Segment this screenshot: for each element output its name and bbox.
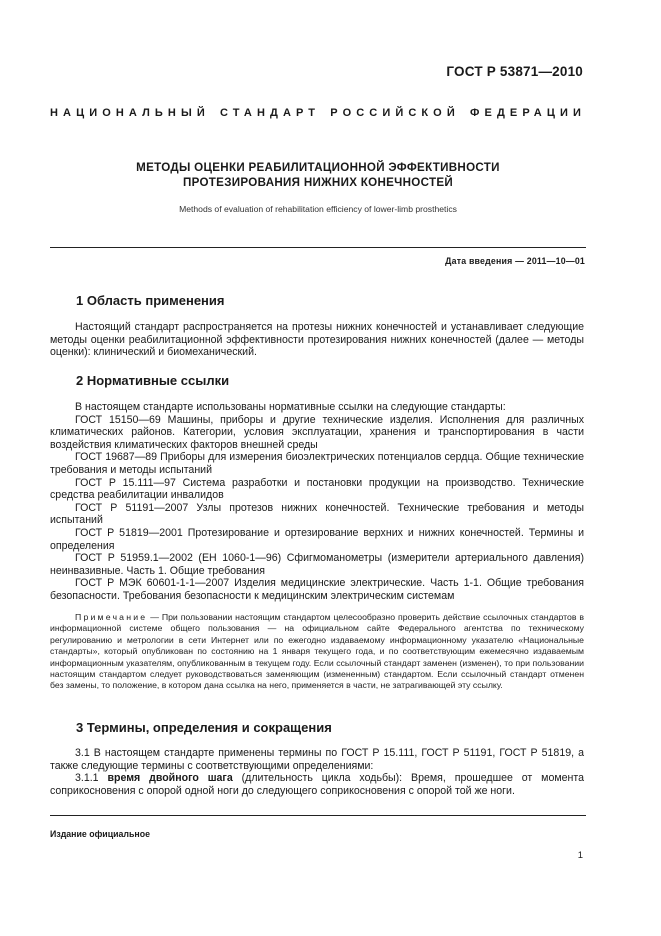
reference-item: ГОСТ 19687—89 Приборы для измерения биоэлектрических потенциалов сердца. Общие технические требования и методы испытаний [50,451,584,476]
reference-item: ГОСТ 15150—69 Машины, приборы и другие технические изделия. Исполнения для различных климатических районов. Категории, условия эксплуатации, хранения и транспортирования в части воздействия климатических факторов внешней среды [50,413,584,451]
reference-item: ГОСТ Р 15.111—97 Система разработки и постановки продукции на производство. Технические средства реабилитации инвалидов [50,476,584,502]
edition-label: Издание официальное [50,829,150,839]
reference-item: ГОСТ Р 51819—2001 Протезирование и ортезирование верхних и нижних конечностей. Термины и определения [50,526,584,552]
introduction-date: Дата введения — 2011—10—01 [445,256,585,266]
title-line: ПРОТЕЗИРОВАНИЯ НИЖНИХ КОНЕЧНОСТЕЙ [182,176,454,189]
document-number: ГОСТ Р 53871—2010 [446,64,583,79]
term-number: 3.1.1 [75,772,99,785]
banner-word: ФЕДЕРАЦИИ [470,107,586,119]
english-title: Methods of evaluation of rehabilitation efficiency of lower-limb prosthetics [179,204,457,214]
title-line: МЕТОДЫ ОЦЕНКИ РЕАБИЛИТАЦИОННОЙ ЭФФЕКТИВНОСТИ [136,161,500,174]
page-number: 1 [577,850,583,861]
standard-banner [50,107,586,119]
term-text: (длительность цикла ходьбы): Время, прошедшее от момента соприкосновения с опорой одной ноги до следующего соприкосновения с опорой той же ноги. [50,772,584,797]
section-1-heading: 1 Область применения [76,293,225,308]
references-note [50,612,584,692]
paragraph: В настоящем стандарте использованы нормативные ссылки на следующие стандарты: [75,401,506,413]
title-divider [50,247,586,248]
banner-word: НАЦИОНАЛЬНЫЙ [50,107,210,119]
reference-item: ГОСТ Р МЭК 60601-1-1—2007 Изделия медицинские электрические. Часть 1-1. Общие требования безопасности. Требования безопасности к медицинским электрическим системам [50,577,584,602]
section-3-heading: 3 Термины, определения и сокращения [76,720,332,735]
section-2-body [50,401,584,603]
note-text: — При пользовании настоящим стандартом целесообразно проверить действие ссылочных стандартов в информационной системе общего пользования — на официальном сайте Федерального агентства по техническому регулированию и метрологии в сети Интернет или по ежегодно издаваемому информационному указателю «Национальные стандарты», который опубликован по состоянию на 1 января текущего года, и по соответствующим ежемесячно издаваемым информационным указателям, опубликованным в текущем году. Если ссылочный стандарт заменен (изменен), то при пользовании настоящим стандартом следует руководствоваться заменяющим (измененным) стандартом. Если ссылочный стандарт отменен без замены, то положение, в котором дана ссылка на него, применяется в части, не затрагивающей эту ссылку. [50,612,584,691]
document-title [50,160,586,190]
section-1-body [50,321,584,359]
section-3-body [50,747,584,797]
footer-divider [50,815,586,816]
paragraph: 3.1 В настоящем стандарте применены термины по ГОСТ Р 15.111, ГОСТ Р 51191, ГОСТ Р 51819, а также следующие термины с соответствующими определениями: [50,747,584,772]
term-name: время двойного шага [107,772,233,785]
reference-item: ГОСТ Р 51959.1—2002 (ЕН 1060-1—96) Сфигмоманометры (измерители артериального давления) неинвазивные. Часть 1. Общие требования [50,552,584,577]
paragraph: Настоящий стандарт распространяется на протезы нижних конечностей и устанавливает следующие методы оценки реабилитационной эффективности протезирования нижних конечностей (далее — методы оценки): клинический и биомеханический. [50,321,584,359]
reference-item: ГОСТ Р 51191—2007 Узлы протезов нижних конечностей. Технические требования и методы испытаний [50,501,584,527]
banner-word: СТАНДАРТ [220,107,321,119]
section-2-heading: 2 Нормативные ссылки [76,373,230,388]
banner-word: РОССИЙСКОЙ [330,107,460,119]
note-label: Примечание [75,612,148,622]
term-definition [50,772,584,797]
